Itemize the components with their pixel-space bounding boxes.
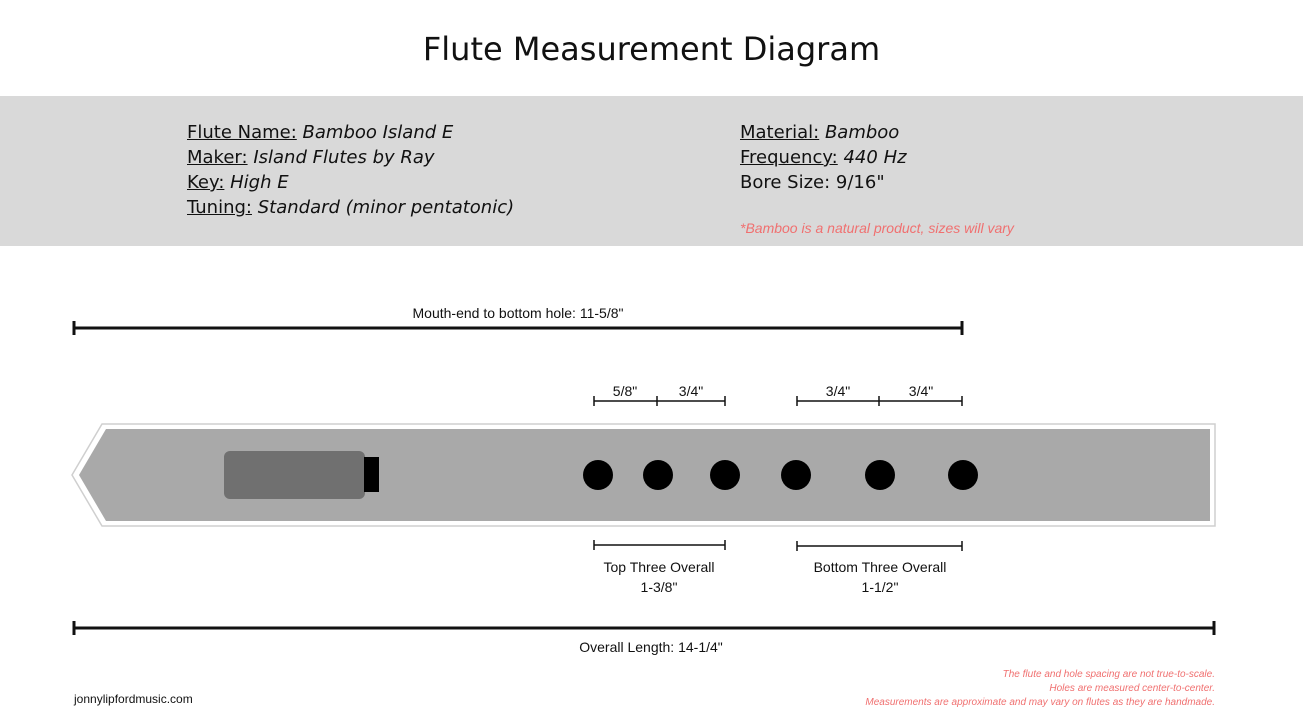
page-title: Flute Measurement Diagram (422, 30, 881, 68)
maker-value: Island Flutes by Ray (253, 147, 435, 168)
disclaimer-line-1: The flute and hole spacing are not true-to-scale. (1002, 669, 1215, 680)
bamboo-note: *Bamboo is a natural product, sizes will vary (740, 220, 1014, 236)
finger-hole-4 (781, 460, 811, 490)
flute-block (224, 451, 365, 499)
key-value: High E (230, 172, 289, 193)
bore-size: Bore Size: 9/16" (740, 172, 885, 193)
disclaimer (865, 668, 1215, 710)
material-value: Bamboo (824, 122, 900, 143)
finger-hole-3 (710, 460, 740, 490)
finger-hole-6 (948, 460, 978, 490)
top-three-label: Top Three Overall (603, 559, 715, 575)
overall-length-dimension (74, 621, 1214, 655)
disclaimer-line-3: Measurements are approximate and may vary on flutes as they are handmade. (865, 697, 1215, 708)
bottom-three-label: Bottom Three Overall (813, 559, 947, 575)
hole-spacing-top-group (594, 383, 725, 406)
spacing-label-4: 3/4" (908, 383, 934, 399)
finger-hole-5 (865, 460, 895, 490)
flute-name-label: Flute Name: (187, 122, 297, 143)
spacing-label-2: 3/4" (678, 383, 704, 399)
frequency-label: Frequency: (740, 147, 838, 168)
finger-hole-2 (643, 460, 673, 490)
frequency-value: 440 Hz (843, 147, 907, 168)
mouth-to-bottom-label: Mouth-end to bottom hole: 11-5/8" (412, 305, 624, 321)
bottom-three-dimension (797, 541, 962, 595)
spacing-label-1: 5/8" (612, 383, 638, 399)
bottom-three-value: 1-1/2" (861, 579, 899, 595)
finger-hole-1 (583, 460, 613, 490)
tuning-label: Tuning: (187, 197, 252, 218)
maker-label: Maker: (187, 147, 248, 168)
tuning-value: Standard (minor pentatonic) (257, 197, 515, 218)
overall-length-label: Overall Length: 14-1/4" (579, 639, 723, 655)
top-three-dimension (594, 540, 725, 595)
site-credit: jonnylipfordmusic.com (74, 692, 193, 706)
disclaimer-line-2: Holes are measured center-to-center. (1049, 683, 1215, 694)
flute-name-value: Bamboo Island E (302, 122, 454, 143)
key-label: Key: (187, 172, 225, 193)
flute-block-edge (364, 457, 379, 492)
top-three-value: 1-3/8" (640, 579, 678, 595)
mouth-to-bottom-dimension (74, 305, 962, 335)
hole-spacing-bottom-group (797, 383, 962, 406)
material-label: Material: (740, 122, 820, 143)
spacing-label-3: 3/4" (825, 383, 851, 399)
